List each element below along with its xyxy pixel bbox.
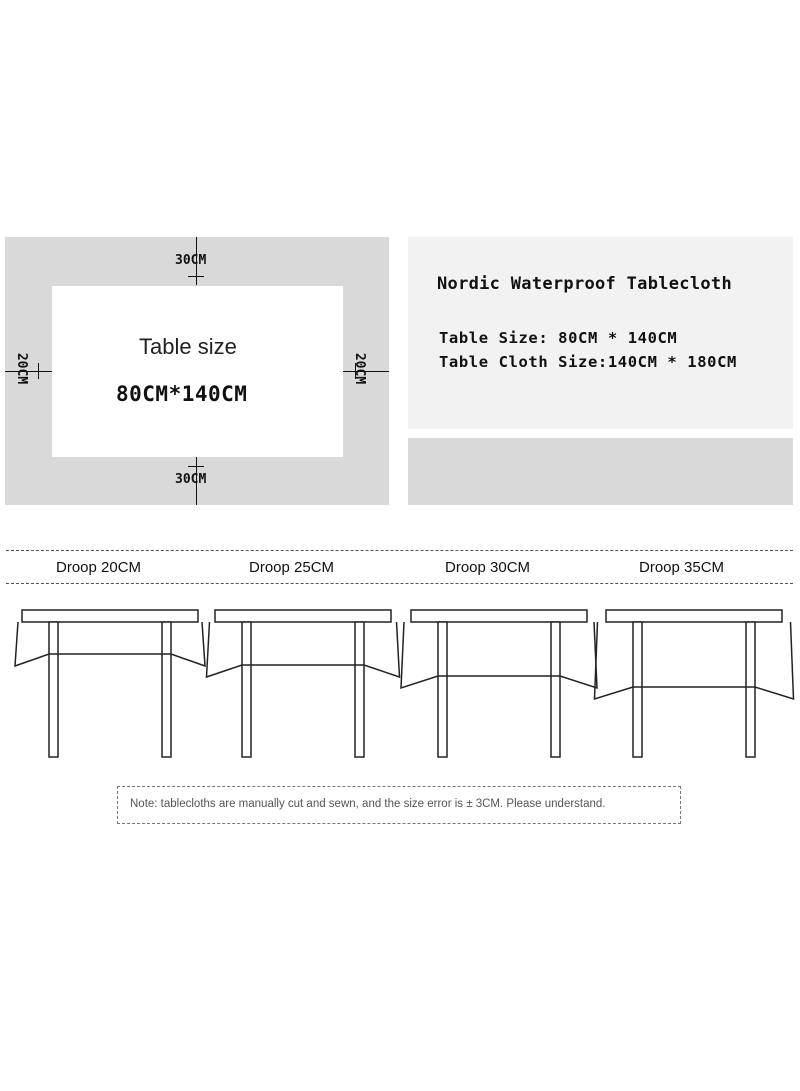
droop-table-20: [15, 610, 205, 757]
dim-right-label: 20CM: [352, 352, 368, 385]
tablecloth-drape: [207, 622, 400, 677]
droop-label-25: Droop 25CM: [249, 559, 335, 576]
tick-bottom-horizontal: [188, 466, 204, 467]
table-size-line: Table Size: 80CM * 140CM: [439, 329, 678, 347]
note-text: Note: tablecloths are manually cut and sewn, and the size error is ± 3CM. Please understand.: [130, 798, 606, 810]
dim-bottom-label: 30CM: [175, 472, 207, 487]
info-panel-band: [408, 438, 793, 505]
table-leg-left: [438, 622, 447, 757]
droop-table-35: [595, 610, 794, 757]
dim-left-label: 20CM: [14, 352, 30, 385]
table-leg-left: [49, 622, 58, 757]
table-size-label: Table size: [139, 334, 237, 359]
tabletop: [411, 610, 587, 622]
tick-top-horizontal: [188, 276, 204, 277]
tick-left-vertical: [38, 363, 39, 379]
tabletop: [22, 610, 198, 622]
droop-illustrations: [0, 600, 800, 765]
dashed-divider-bottom: [6, 583, 793, 584]
product-title: Nordic Waterproof Tablecloth: [437, 274, 732, 294]
dim-top-label: 30CM: [175, 253, 207, 268]
droop-label-30: Droop 30CM: [445, 559, 531, 576]
note-box: [117, 786, 681, 824]
tablecloth-drape: [595, 622, 794, 699]
droop-table-25: [207, 610, 400, 757]
droop-table-30: [401, 610, 597, 757]
table-leg-right: [162, 622, 171, 757]
table-top: [52, 286, 343, 457]
droop-label-20: Droop 20CM: [56, 559, 142, 576]
table-leg-left: [633, 622, 642, 757]
table-size-value: 80CM*140CM: [116, 382, 248, 406]
tabletop: [215, 610, 391, 622]
table-leg-left: [242, 622, 251, 757]
cloth-size-line: Table Cloth Size:140CM * 180CM: [439, 353, 737, 371]
dashed-divider-top: [6, 550, 793, 551]
tablecloth-drape: [15, 622, 205, 666]
tablecloth-drape: [401, 622, 597, 688]
table-leg-right: [746, 622, 755, 757]
table-leg-right: [355, 622, 364, 757]
table-leg-right: [551, 622, 560, 757]
droop-label-35: Droop 35CM: [639, 559, 725, 576]
tabletop: [606, 610, 782, 622]
